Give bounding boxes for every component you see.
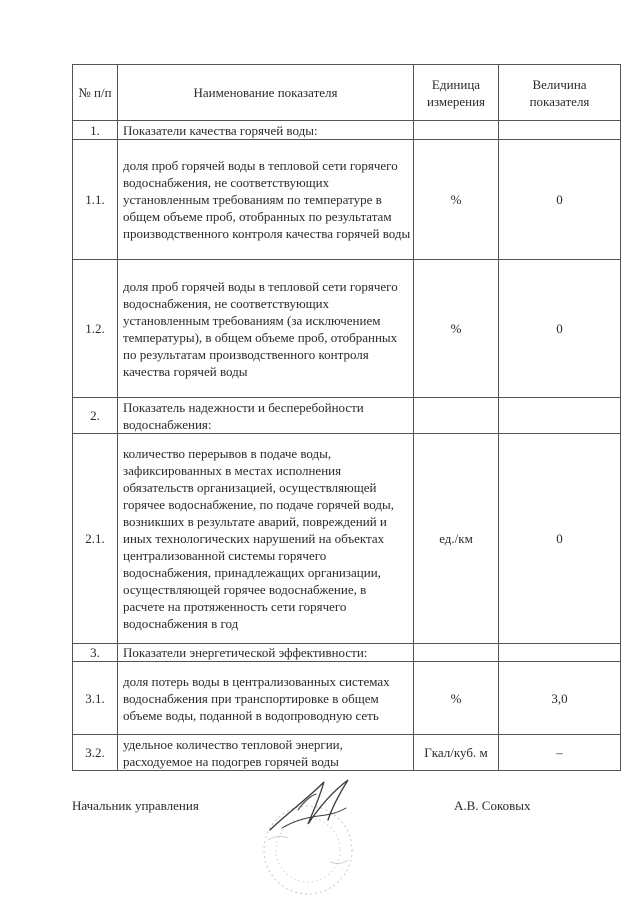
table-row [73, 398, 621, 434]
table-row [73, 434, 621, 644]
table-row [73, 260, 621, 398]
row-name: Показатели качества горячей воды: [118, 121, 414, 140]
row-name: Показатели энергетической эффективности: [118, 644, 414, 662]
row-value: – [499, 735, 621, 771]
row-num: 1.2. [73, 260, 118, 398]
table-row [73, 735, 621, 771]
signatory-name: А.В. Соковых [454, 798, 531, 813]
table-header-row [73, 65, 621, 121]
row-name: доля потерь воды в централизованных системах водоснабжения при транспортировке в общем объеме воды, поданной в водопроводную сеть [118, 662, 414, 735]
row-unit: % [414, 140, 499, 260]
row-num: 2. [73, 398, 118, 434]
row-unit: % [414, 260, 499, 398]
row-unit [414, 644, 499, 662]
table-row [73, 644, 621, 662]
row-name: Показатель надежности и бесперебойности водоснабжения: [118, 398, 414, 434]
row-unit: ед./км [414, 434, 499, 644]
signatory-position: Начальник управления [72, 798, 199, 813]
row-name: доля проб горячей воды в тепловой сети горячего водоснабжения, не соответствующих установленным требованиям по температуре в общем объеме проб, отобранных по результатам производственного контроля качества горячей воды [118, 140, 414, 260]
row-unit: % [414, 662, 499, 735]
row-num: 3. [73, 644, 118, 662]
table-row [73, 662, 621, 735]
row-num: 3.2. [73, 735, 118, 771]
indicators-table [72, 64, 621, 771]
row-name: доля проб горячей воды в тепловой сети горячего водоснабжения, не соответствующих установленным требованиям (за исключением температуры), в общем объеме проб, отобранных по результатам производственного контроля качества горячей воды [118, 260, 414, 398]
row-num: 1. [73, 121, 118, 140]
row-value [499, 644, 621, 662]
row-value [499, 121, 621, 140]
row-value: 0 [499, 434, 621, 644]
row-num: 1.1. [73, 140, 118, 260]
row-value: 0 [499, 140, 621, 260]
signature-image [222, 770, 362, 840]
row-value [499, 398, 621, 434]
table-row [73, 121, 621, 140]
row-unit [414, 121, 499, 140]
row-num: 3.1. [73, 662, 118, 735]
row-name: удельное количество тепловой энергии, расходуемое на подогрев горячей воды [118, 735, 414, 771]
table-row [73, 140, 621, 260]
row-name: количество перерывов в подаче воды, зафиксированных в местах исполнения обязательств организацией, осуществляющей горячее водоснабжение, по подаче горячей воды, возникших в результате аварий, повреждений и иных технологических нарушений на объектах централизованной системы горячего водоснабжения, принадлежащих организации, осуществляющей горячее водоснабжение, в расчете на протяженность сети горячего водоснабжения в год [118, 434, 414, 644]
row-unit: Гкал/куб. м [414, 735, 499, 771]
row-unit [414, 398, 499, 434]
header-name: Наименование показателя [118, 65, 414, 121]
header-value: Величина показателя [499, 65, 621, 121]
row-num: 2.1. [73, 434, 118, 644]
header-unit: Единица измерения [414, 65, 499, 121]
header-num: № п/п [73, 65, 118, 121]
row-value: 3,0 [499, 662, 621, 735]
row-value: 0 [499, 260, 621, 398]
